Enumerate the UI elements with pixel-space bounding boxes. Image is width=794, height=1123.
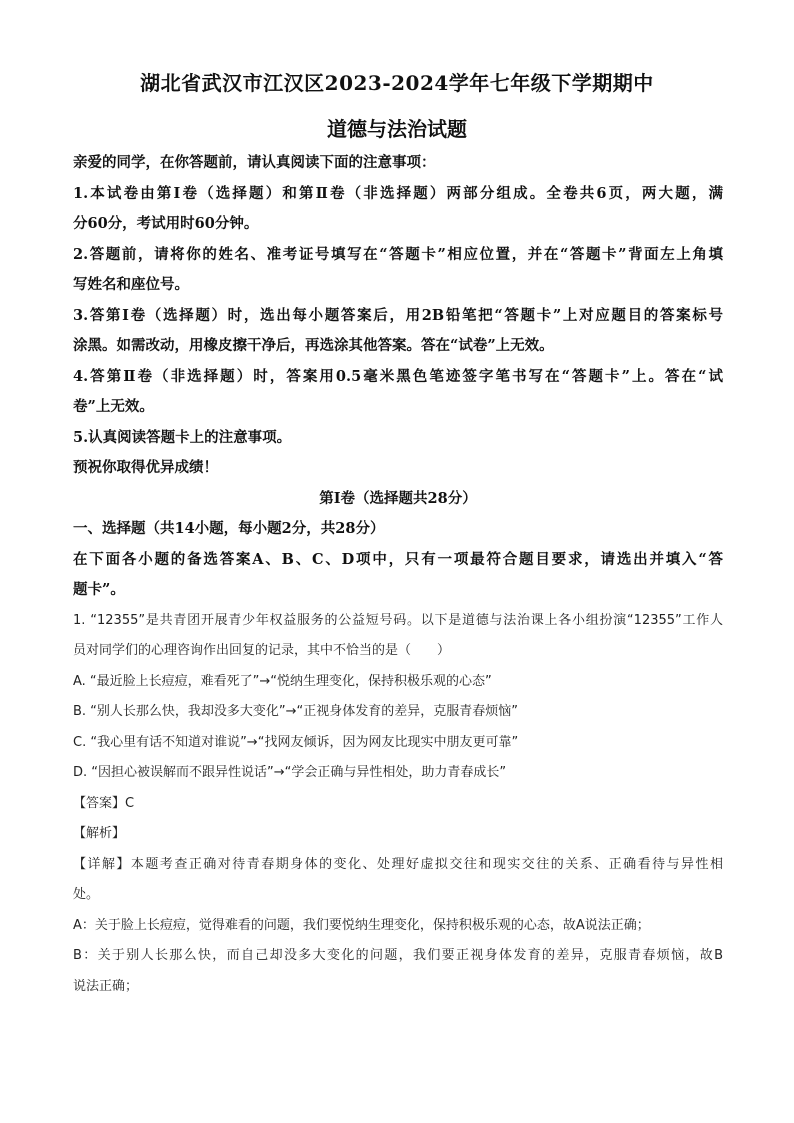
question-1-option-a: A. “最近脸上长痘痘，难看死了”→“悦纳生理变化，保持积极乐观的心态” [73, 673, 492, 689]
detail-tag: 【详解】 [73, 856, 131, 872]
notice-item-1-line-1: 1.本试卷由第Ⅰ卷（选择题）和第Ⅱ卷（非选择题）两部分组成。全卷共6页，两大题，满 [73, 184, 723, 202]
answer-value: C [125, 795, 135, 811]
notice-item-5: 5.认真阅读答题卡上的注意事项。 [73, 428, 292, 446]
document-title: 湖北省武汉市江汉区2023-2024学年七年级下学期期中 [140, 71, 654, 95]
section-instruction-line-1: 在下面各小题的备选答案A、B、C、D项中，只有一项最符合题目要求，请选出并填入“答 [73, 550, 723, 568]
question-1-option-c: C. “我心里有话不知道对谁说”→“找网友倾诉，因为网友比现实中朋友更可靠” [73, 734, 519, 750]
detail-text-1: 本题考查正确对待青春期身体的变化、处理好虚拟交往和现实交往的关系、正确看待与异性相 [130, 856, 723, 872]
answer-line [73, 789, 723, 820]
explain-b-line-1: B：关于别人长那么快，而自己却没多大变化的问题，我们要正视身体发育的差异，克服青春烦恼，故B [73, 948, 723, 963]
question-1-option-d: D. “因担心被误解而不跟异性说话”→“学会正确与异性相处，助力青春成长” [73, 765, 507, 780]
explain-a: A：关于脸上长痘痘，觉得难看的问题，我们要悦纳生理变化，保持积极乐观的心态，故A说法正确； [73, 917, 650, 933]
detail-line-1 [73, 850, 723, 881]
document-body [73, 148, 723, 1002]
notice-item-3-line-2: 涂黑。如需改动，用橡皮擦干净后，再选涂其他答案。答在“试卷”上无效。 [73, 337, 554, 354]
analysis-tag: 【解析】 [73, 826, 126, 841]
answer-tag: 【答案】 [73, 795, 126, 811]
section-heading: 第Ⅰ卷（选择题共28分） [319, 489, 477, 507]
notice-item-2-line-2: 写姓名和座位号。 [73, 276, 189, 293]
explain-b-line-2: 说法正确； [73, 978, 139, 994]
notice-intro: 亲爱的同学，在你答题前，请认真阅读下面的注意事项： [73, 154, 436, 171]
detail-line-2: 处。 [73, 887, 100, 902]
document-subtitle: 道德与法治试题 [327, 117, 467, 141]
part-heading: 一、选择题（共14小题，每小题2分，共28分） [73, 520, 385, 537]
question-1-stem-line-1: 1. “12355”是共青团开展青少年权益服务的公益短号码。以下是道德与法治课上各小组扮演“12355”工作人 [73, 612, 723, 628]
section-instruction-line-2: 题卡”。 [73, 581, 125, 598]
notice-wish: 预祝你取得优异成绩！ [73, 459, 218, 476]
analysis-line [73, 819, 723, 850]
notice-item-4-line-2: 卷”上无效。 [73, 398, 154, 415]
question-1-stem-line-2: 员对同学们的心理咨询作出回复的记录，其中不恰当的是（ ） [73, 643, 451, 658]
notice-item-4-line-1: 4.答第Ⅱ卷（非选择题）时，答案用0.5毫米黑色笔迹签字笔书写在“答题卡”上。答在“试 [73, 367, 723, 385]
question-1-option-b: B. “别人长那么快，我却没多大变化”→“正视身体发育的差异，克服青春烦恼” [73, 704, 519, 719]
notice-item-1-line-2: 分60分，考试用时60分钟。 [73, 215, 259, 232]
notice-item-2-line-1: 2.答题前，请将你的姓名、准考证号填写在“答题卡”相应位置，并在“答题卡”背面左上角填 [73, 245, 723, 263]
notice-item-3-line-1: 3.答第Ⅰ卷（选择题）时，选出每小题答案后，用2B铅笔把“答题卡”上对应题目的答案标号 [73, 306, 723, 324]
